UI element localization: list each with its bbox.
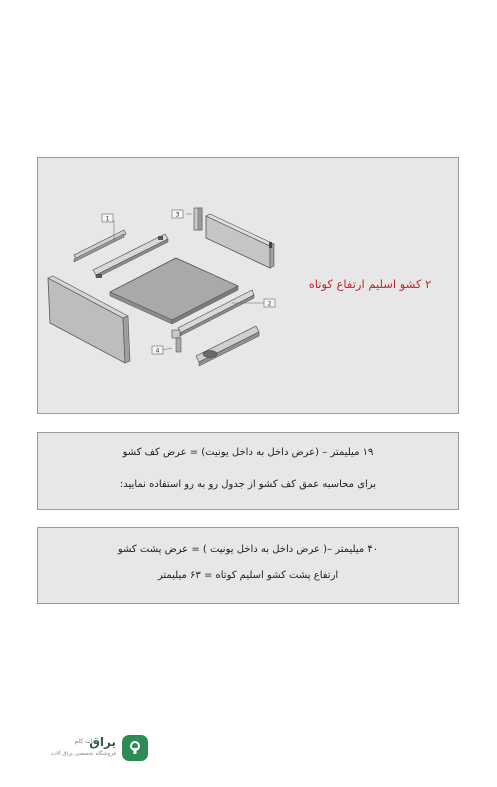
front-bracket	[172, 330, 180, 338]
callout-label-1: 1	[105, 215, 110, 223]
callout-label-2: 2	[267, 300, 272, 308]
callout-label-3: 3	[175, 211, 180, 219]
drawer-diagram-panel	[37, 157, 459, 414]
floor-depth-note: برای محاسبه عمق کف کشو از جدول رو به رو استفاده نمایید:	[119, 479, 377, 490]
callout-label-4: 4	[155, 347, 160, 355]
left-drawer-rail	[74, 230, 126, 259]
back-height-note: ارتفاع پشت کشو اسلیم کوتاه = ۶۳ میلیمتر	[157, 570, 339, 581]
diagram-title: ۲ کشو اسلیم ارتفاع کوتاه	[308, 277, 432, 291]
lock-icon	[122, 735, 148, 761]
back-formula-panel	[37, 527, 459, 604]
floor-width-formula: ۱۹ میلیمتر – (عرض داخل به داخل یونیت) = عرض کف کشو	[122, 447, 374, 458]
logo-tagline: فروشگاه تخصصی یراق آلات	[50, 751, 116, 757]
logo-domain: دات کام	[74, 738, 95, 745]
logo-name: یراق	[89, 735, 116, 749]
drawer-back-panel	[206, 216, 270, 268]
brand-logo[interactable]	[38, 735, 148, 763]
back-width-formula: ۴۰ میلیمتر –( عرض داخل به داخل یونیت ) = عرض پشت کشو	[117, 544, 379, 555]
floor-formula-panel	[37, 432, 459, 510]
